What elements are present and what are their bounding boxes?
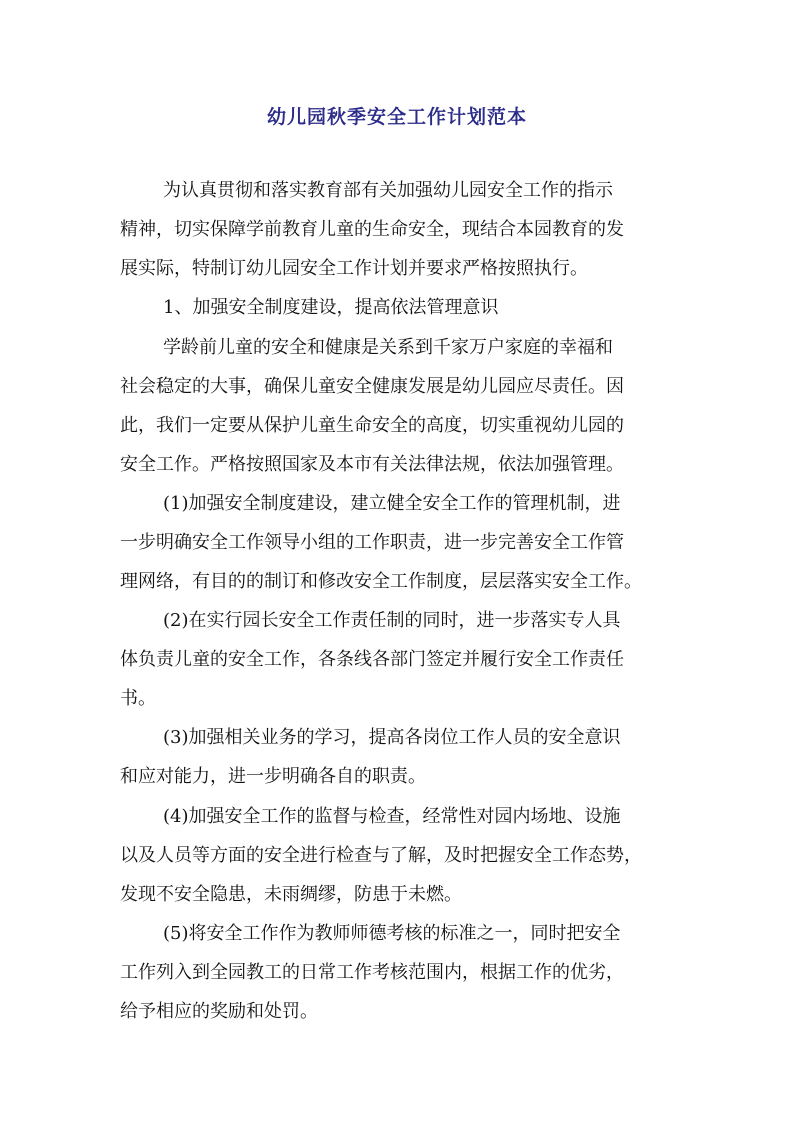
item-1-line-1: (1)加强安全制度建设，建立健全安全工作的管理机制，进 xyxy=(163,493,621,514)
paragraph-2-line-1: 学龄前儿童的安全和健康是关系到千家万户家庭的幸福和 xyxy=(163,337,613,358)
item-3-line-1: (3)加强相关业务的学习，提高各岗位工作人员的安全意识 xyxy=(163,727,621,748)
paragraph-2-line-3: 此，我们一定要从保护儿童生命安全的高度，切实重视幼儿园的 xyxy=(120,415,624,436)
item-4-line-3: 发现不安全隐患，未雨绸缪，防患于未燃。 xyxy=(120,884,462,905)
paragraph-intro-line-2: 精神，切实保障学前教育儿童的生命安全，现结合本园教育的发 xyxy=(120,219,624,240)
item-5-line-3: 给予相应的奖励和处罚。 xyxy=(120,1001,318,1022)
item-2-line-1: (2)在实行园长安全工作责任制的同时，进一步落实专人具 xyxy=(163,610,621,631)
document-title: 幼儿园秋季安全工作计划范本 xyxy=(266,106,527,128)
item-2-line-3: 书。 xyxy=(120,688,156,709)
item-4-line-2: 以及人员等方面的安全进行检查与了解，及时把握安全工作态势， xyxy=(120,845,642,866)
section-heading-1: 1、加强安全制度建设，提高依法管理意识 xyxy=(163,297,499,318)
paragraph-2-line-2: 社会稳定的大事，确保儿童安全健康发展是幼儿园应尽责任。因 xyxy=(120,376,624,397)
paragraph-intro-line-3: 展实际，特制订幼儿园安全工作计划并要求严格按照执行。 xyxy=(120,258,588,279)
item-3-line-2: 和应对能力，进一步明确各自的职责。 xyxy=(120,766,426,787)
item-1-line-3: 理网络，有目的的制订和修改安全工作制度，层层落实安全工作。 xyxy=(120,571,642,592)
item-5-line-1: (5)将安全工作作为教师师德考核的标准之一，同时把安全 xyxy=(163,923,621,944)
item-5-line-2: 工作列入到全园教工的日常工作考核范围内，根据工作的优劣， xyxy=(120,962,624,983)
item-1-line-2: 一步明确安全工作领导小组的工作职责，进一步完善安全工作管 xyxy=(120,532,624,553)
item-4-line-1: (4)加强安全工作的监督与检查，经常性对园内场地、设施 xyxy=(163,806,621,827)
paragraph-2-line-4: 安全工作。严格按照国家及本市有关法律法规，依法加强管理。 xyxy=(120,454,624,475)
item-2-line-2: 体负责儿童的安全工作，各条线各部门签定并履行安全工作责任 xyxy=(120,649,624,670)
paragraph-intro-line-1: 为认真贯彻和落实教育部有关加强幼儿园安全工作的指示 xyxy=(163,180,613,201)
